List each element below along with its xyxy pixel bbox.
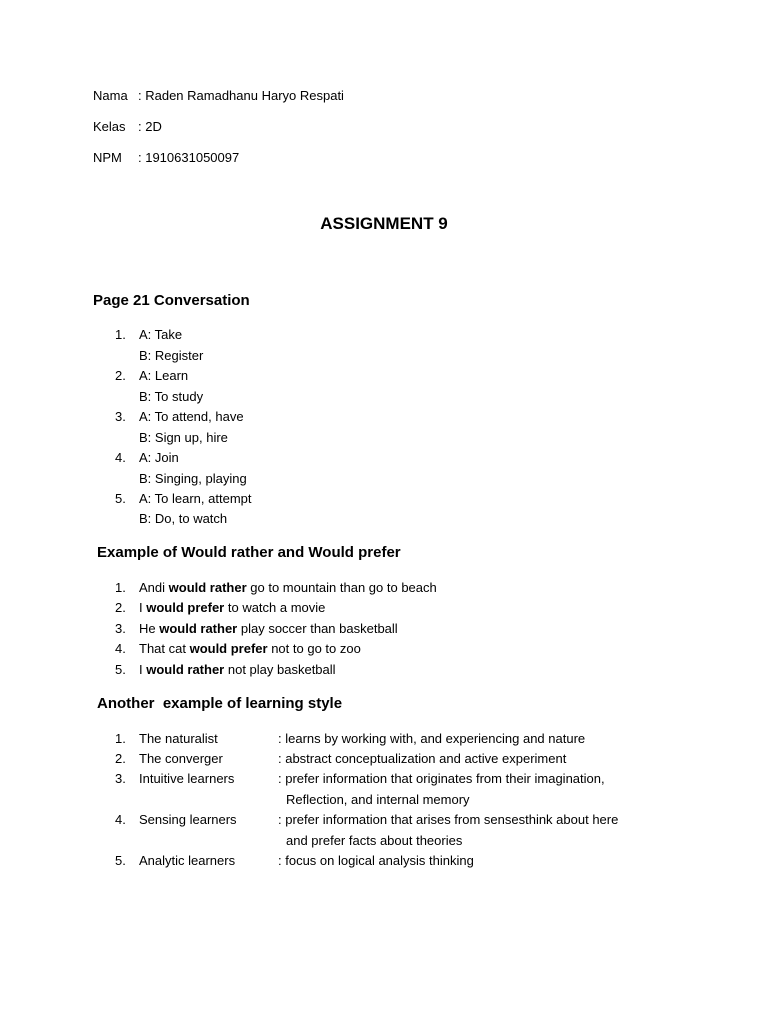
list-number: 1.	[115, 327, 126, 342]
list-item-continuation	[0, 510, 768, 528]
learning-style-name: Analytic learners	[139, 853, 236, 868]
learning-style-name: Intuitive learners	[139, 771, 235, 786]
sentence-start: He	[139, 621, 160, 636]
answer-a: A: To learn, attempt	[139, 491, 252, 506]
example-sentence	[139, 620, 398, 638]
list-item	[0, 852, 768, 870]
class-value: : 2D	[138, 119, 162, 134]
student-name-row	[93, 87, 344, 105]
list-number: 3.	[115, 409, 126, 424]
list-item-continuation	[0, 429, 768, 447]
npm-value: : 1910631050097	[138, 150, 240, 165]
sentence-emphasis: would rather	[146, 662, 225, 677]
sentence-start: I	[139, 600, 147, 615]
answer-a: A: To attend, have	[139, 409, 244, 424]
example-sentence	[139, 599, 325, 617]
sentence-end: play soccer than basketball	[237, 621, 398, 636]
learning-style-name: The converger	[139, 751, 223, 766]
list-number: 1.	[115, 731, 126, 746]
list-item	[0, 730, 768, 748]
list-number: 1.	[115, 580, 126, 595]
sentence-start: Andi	[139, 580, 169, 595]
learning-style-name: Sensing learners	[139, 812, 237, 827]
list-item	[0, 811, 768, 829]
answer-b: B: Do, to watch	[139, 511, 228, 526]
list-item-continuation	[0, 388, 768, 406]
list-item	[0, 449, 768, 467]
sentence-start: I	[139, 662, 147, 677]
learning-style-description: : prefer information that arises from sensesthink about here	[278, 812, 619, 827]
list-number: 3.	[115, 621, 126, 636]
sentence-emphasis: would prefer	[146, 600, 225, 615]
list-item	[0, 326, 768, 344]
list-item-continuation	[0, 470, 768, 488]
list-item	[0, 490, 768, 508]
list-number: 3.	[115, 771, 126, 786]
list-item	[0, 579, 768, 597]
learning-style-description: : learns by working with, and experiencing and nature	[278, 731, 586, 746]
list-item-continuation	[0, 347, 768, 365]
list-number: 5.	[115, 491, 126, 506]
learning-style-description: : focus on logical analysis thinking	[278, 853, 474, 868]
document-title: ASSIGNMENT 9	[320, 214, 448, 233]
sentence-end: not play basketball	[224, 662, 336, 677]
sentence-emphasis: would rather	[168, 580, 247, 595]
answer-a: A: Learn	[139, 368, 189, 383]
list-number: 5.	[115, 662, 126, 677]
answer-b: B: To study	[139, 389, 204, 404]
npm-label: NPM	[93, 150, 122, 165]
student-class-row	[93, 118, 162, 136]
name-label: Nama	[93, 88, 128, 103]
list-number: 2.	[115, 600, 126, 615]
list-number: 2.	[115, 368, 126, 383]
answer-b: B: Sign up, hire	[139, 430, 228, 445]
answer-b: B: Register	[139, 348, 204, 363]
sentence-end: go to mountain than go to beach	[246, 580, 437, 595]
list-number: 2.	[115, 751, 126, 766]
sentence-emphasis: would prefer	[189, 641, 268, 656]
list-item	[0, 750, 768, 768]
list-item	[0, 367, 768, 385]
list-number: 4.	[115, 812, 126, 827]
example-sentence	[139, 579, 437, 597]
list-number: 4.	[115, 641, 126, 656]
list-number: 4.	[115, 450, 126, 465]
section-heading-learning-style: Another example of learning style	[97, 695, 343, 712]
sentence-start: That cat	[139, 641, 190, 656]
learning-style-description-continued: Reflection, and internal memory	[286, 792, 470, 807]
example-sentence	[139, 640, 361, 658]
name-value: : Raden Ramadhanu Haryo Respati	[138, 88, 344, 103]
list-item-continuation	[0, 832, 768, 850]
example-sentence	[139, 661, 336, 679]
section-heading-conversation: Page 21 Conversation	[93, 292, 250, 309]
list-item	[0, 620, 768, 638]
list-item-continuation	[0, 791, 768, 809]
learning-style-description: : prefer information that originates from their imagination,	[278, 771, 605, 786]
section-heading-would-rather: Example of Would rather and Would prefer	[97, 544, 401, 561]
sentence-end: to watch a movie	[224, 600, 326, 615]
list-number: 5.	[115, 853, 126, 868]
student-npm-row	[93, 149, 239, 167]
learning-style-description: : abstract conceptualization and active experiment	[278, 751, 567, 766]
answer-a: A: Join	[139, 450, 179, 465]
sentence-end: not to go to zoo	[267, 641, 361, 656]
sentence-emphasis: would rather	[159, 621, 238, 636]
list-item	[0, 408, 768, 426]
list-item	[0, 640, 768, 658]
list-item	[0, 599, 768, 617]
answer-a: A: Take	[139, 327, 183, 342]
learning-style-name: The naturalist	[139, 731, 218, 746]
class-label: Kelas	[93, 119, 126, 134]
answer-b: B: Singing, playing	[139, 471, 247, 486]
learning-style-description-continued: and prefer facts about theories	[286, 833, 463, 848]
list-item	[0, 661, 768, 679]
list-item	[0, 770, 768, 788]
